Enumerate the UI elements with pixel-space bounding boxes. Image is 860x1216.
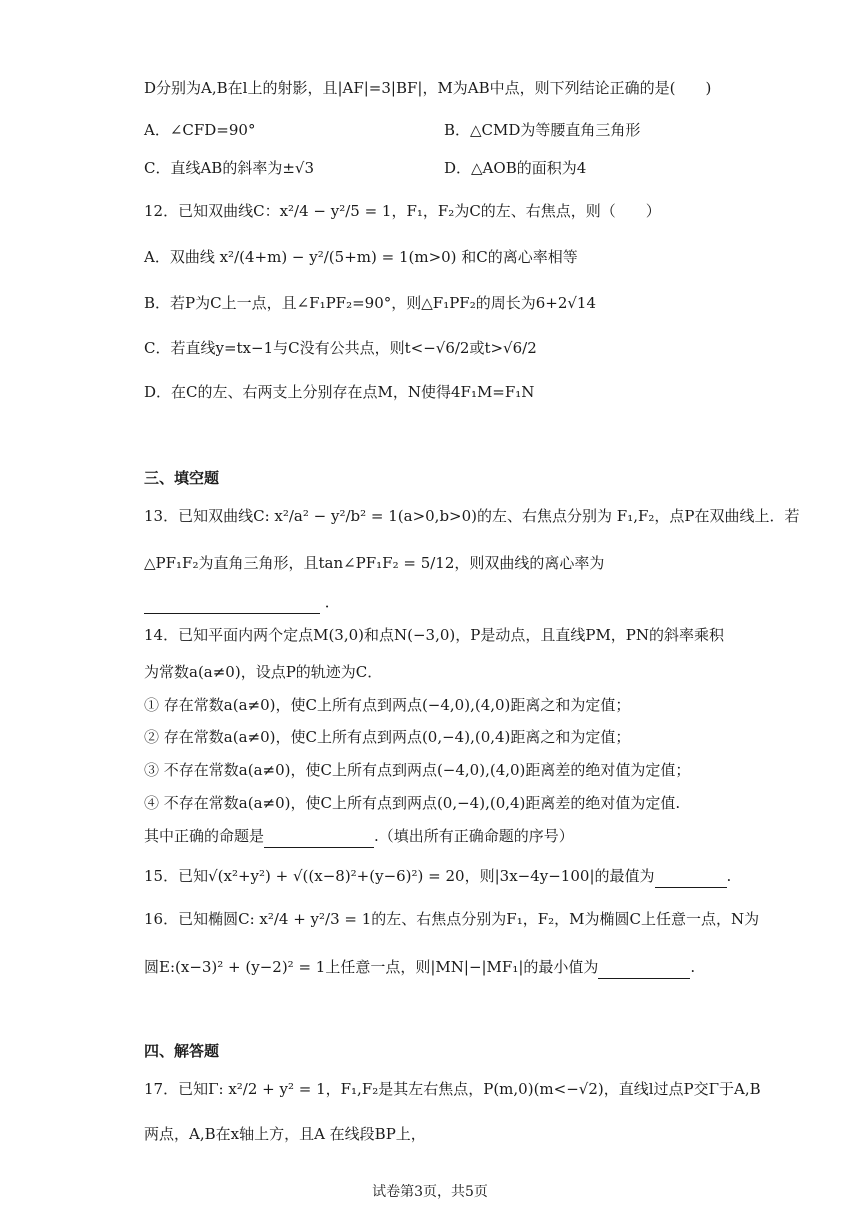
q16-answer-blank[interactable] <box>598 962 690 979</box>
q11-option-a: A．∠CFD=90° <box>144 121 256 139</box>
q14-answer-blank[interactable] <box>264 831 374 848</box>
q16-line1: 16．已知椭圆C: x²/4 + y²/3 = 1的左、右焦点分别为F₁，F₂，M为椭圆C上任意一点，N为 <box>144 910 760 928</box>
section-fill-in-title: 三、填空题 <box>144 469 220 487</box>
q12-option-b: B．若P为C上一点，且∠F₁PF₂=90°，则△F₁PF₂的周长为6+2√14 <box>144 294 597 312</box>
q14-line2: 为常数a(a≠0)，设点P的轨迹为C． <box>144 663 383 681</box>
q15-start: 15．已知√(x²+y²) + √((x−8)²+(y−6)²) = 20，则|3x−4y−100|的最值为 <box>144 867 655 885</box>
q11-option-b: B．△CMD为等腰直角三角形 <box>444 121 641 139</box>
section-solve-title: 四、解答题 <box>144 1042 220 1060</box>
q11-option-c: C．直线AB的斜率为±√3 <box>144 159 315 177</box>
q12-stem: 12．已知双曲线C：x²/4 − y²/5 = 1，F₁，F₂为C的左、右焦点，则（ ） <box>144 202 661 220</box>
q12-option-a: A．双曲线 x²/(4+m) − y²/(5+m) = 1(m>0) 和C的离心率相等 <box>144 248 578 266</box>
q12-option-d: D．在C的左、右两支上分别存在点M，N使得4F₁M=F₁N <box>144 383 535 401</box>
q13-line3-end: ． <box>324 593 340 611</box>
q13-answer-blank[interactable] <box>144 597 320 614</box>
q14-line1: 14．已知平面内两个定点M(3,0)和点N(−3,0)，P是动点，且直线PM，PN的斜率乘积 <box>144 626 725 644</box>
q15-answer-blank[interactable] <box>655 871 727 888</box>
q13-line2: △PF₁F₂为直角三角形，且tan∠PF₁F₂ = 5/12，则双曲线的离心率为 <box>144 554 605 572</box>
q12-option-c: C．若直线y=tx−1与C没有公共点，则t<−√6/2或t>√6/2 <box>144 339 537 357</box>
q14-item-4: ④ 不存在常数a(a≠0)，使C上所有点到两点(0,−4),(0,4)距离差的绝对值为定值. <box>144 794 681 812</box>
q17-line1: 17．已知Γ: x²/2 + y² = 1，F₁,F₂是其左右焦点，P(m,0)(m<−√2)，直线l过点P交Γ于A,B <box>144 1080 761 1098</box>
q14-conclusion-end: .（填出所有正确命题的序号） <box>374 827 574 845</box>
q15-line <box>144 864 731 888</box>
q11-stem-end: D分别为A,B在l上的射影，且|AF|=3|BF|，M为AB中点，则下列结论正确的是( ) <box>144 79 712 97</box>
q16-line2-end: . <box>690 958 696 976</box>
q14-item-3: ③ 不存在常数a(a≠0)，使C上所有点到两点(−4,0),(4,0)距离差的绝对值为定值； <box>144 761 691 779</box>
q15-end: . <box>726 867 732 885</box>
q13-line1: 13．已知双曲线C: x²/a² − y²/b² = 1(a>0,b>0)的左、右焦点分别为 F₁,F₂，点P在双曲线上．若 <box>144 507 800 525</box>
q14-item-1: ① 存在常数a(a≠0)，使C上所有点到两点(−4,0),(4,0)距离之和为定值； <box>144 696 631 714</box>
q11-option-d: D．△AOB的面积为4 <box>444 159 587 177</box>
q14-conclusion <box>144 824 574 848</box>
q13-answer-line <box>144 590 340 614</box>
q14-item-2: ② 存在常数a(a≠0)，使C上所有点到两点(0,−4),(0,4)距离之和为定值； <box>144 728 631 746</box>
page-footer: 试卷第3页，共5页 <box>372 1184 488 1200</box>
q17-line2: 两点，A,B在x轴上方，且A 在线段BP上， <box>144 1125 426 1143</box>
q14-conclusion-start: 其中正确的命题是 <box>144 827 265 845</box>
q16-line2 <box>144 955 695 979</box>
q16-line2-start: 圆E:(x−3)² + (y−2)² = 1上任意一点，则|MN|−|MF₁|的最小值为 <box>144 958 599 976</box>
